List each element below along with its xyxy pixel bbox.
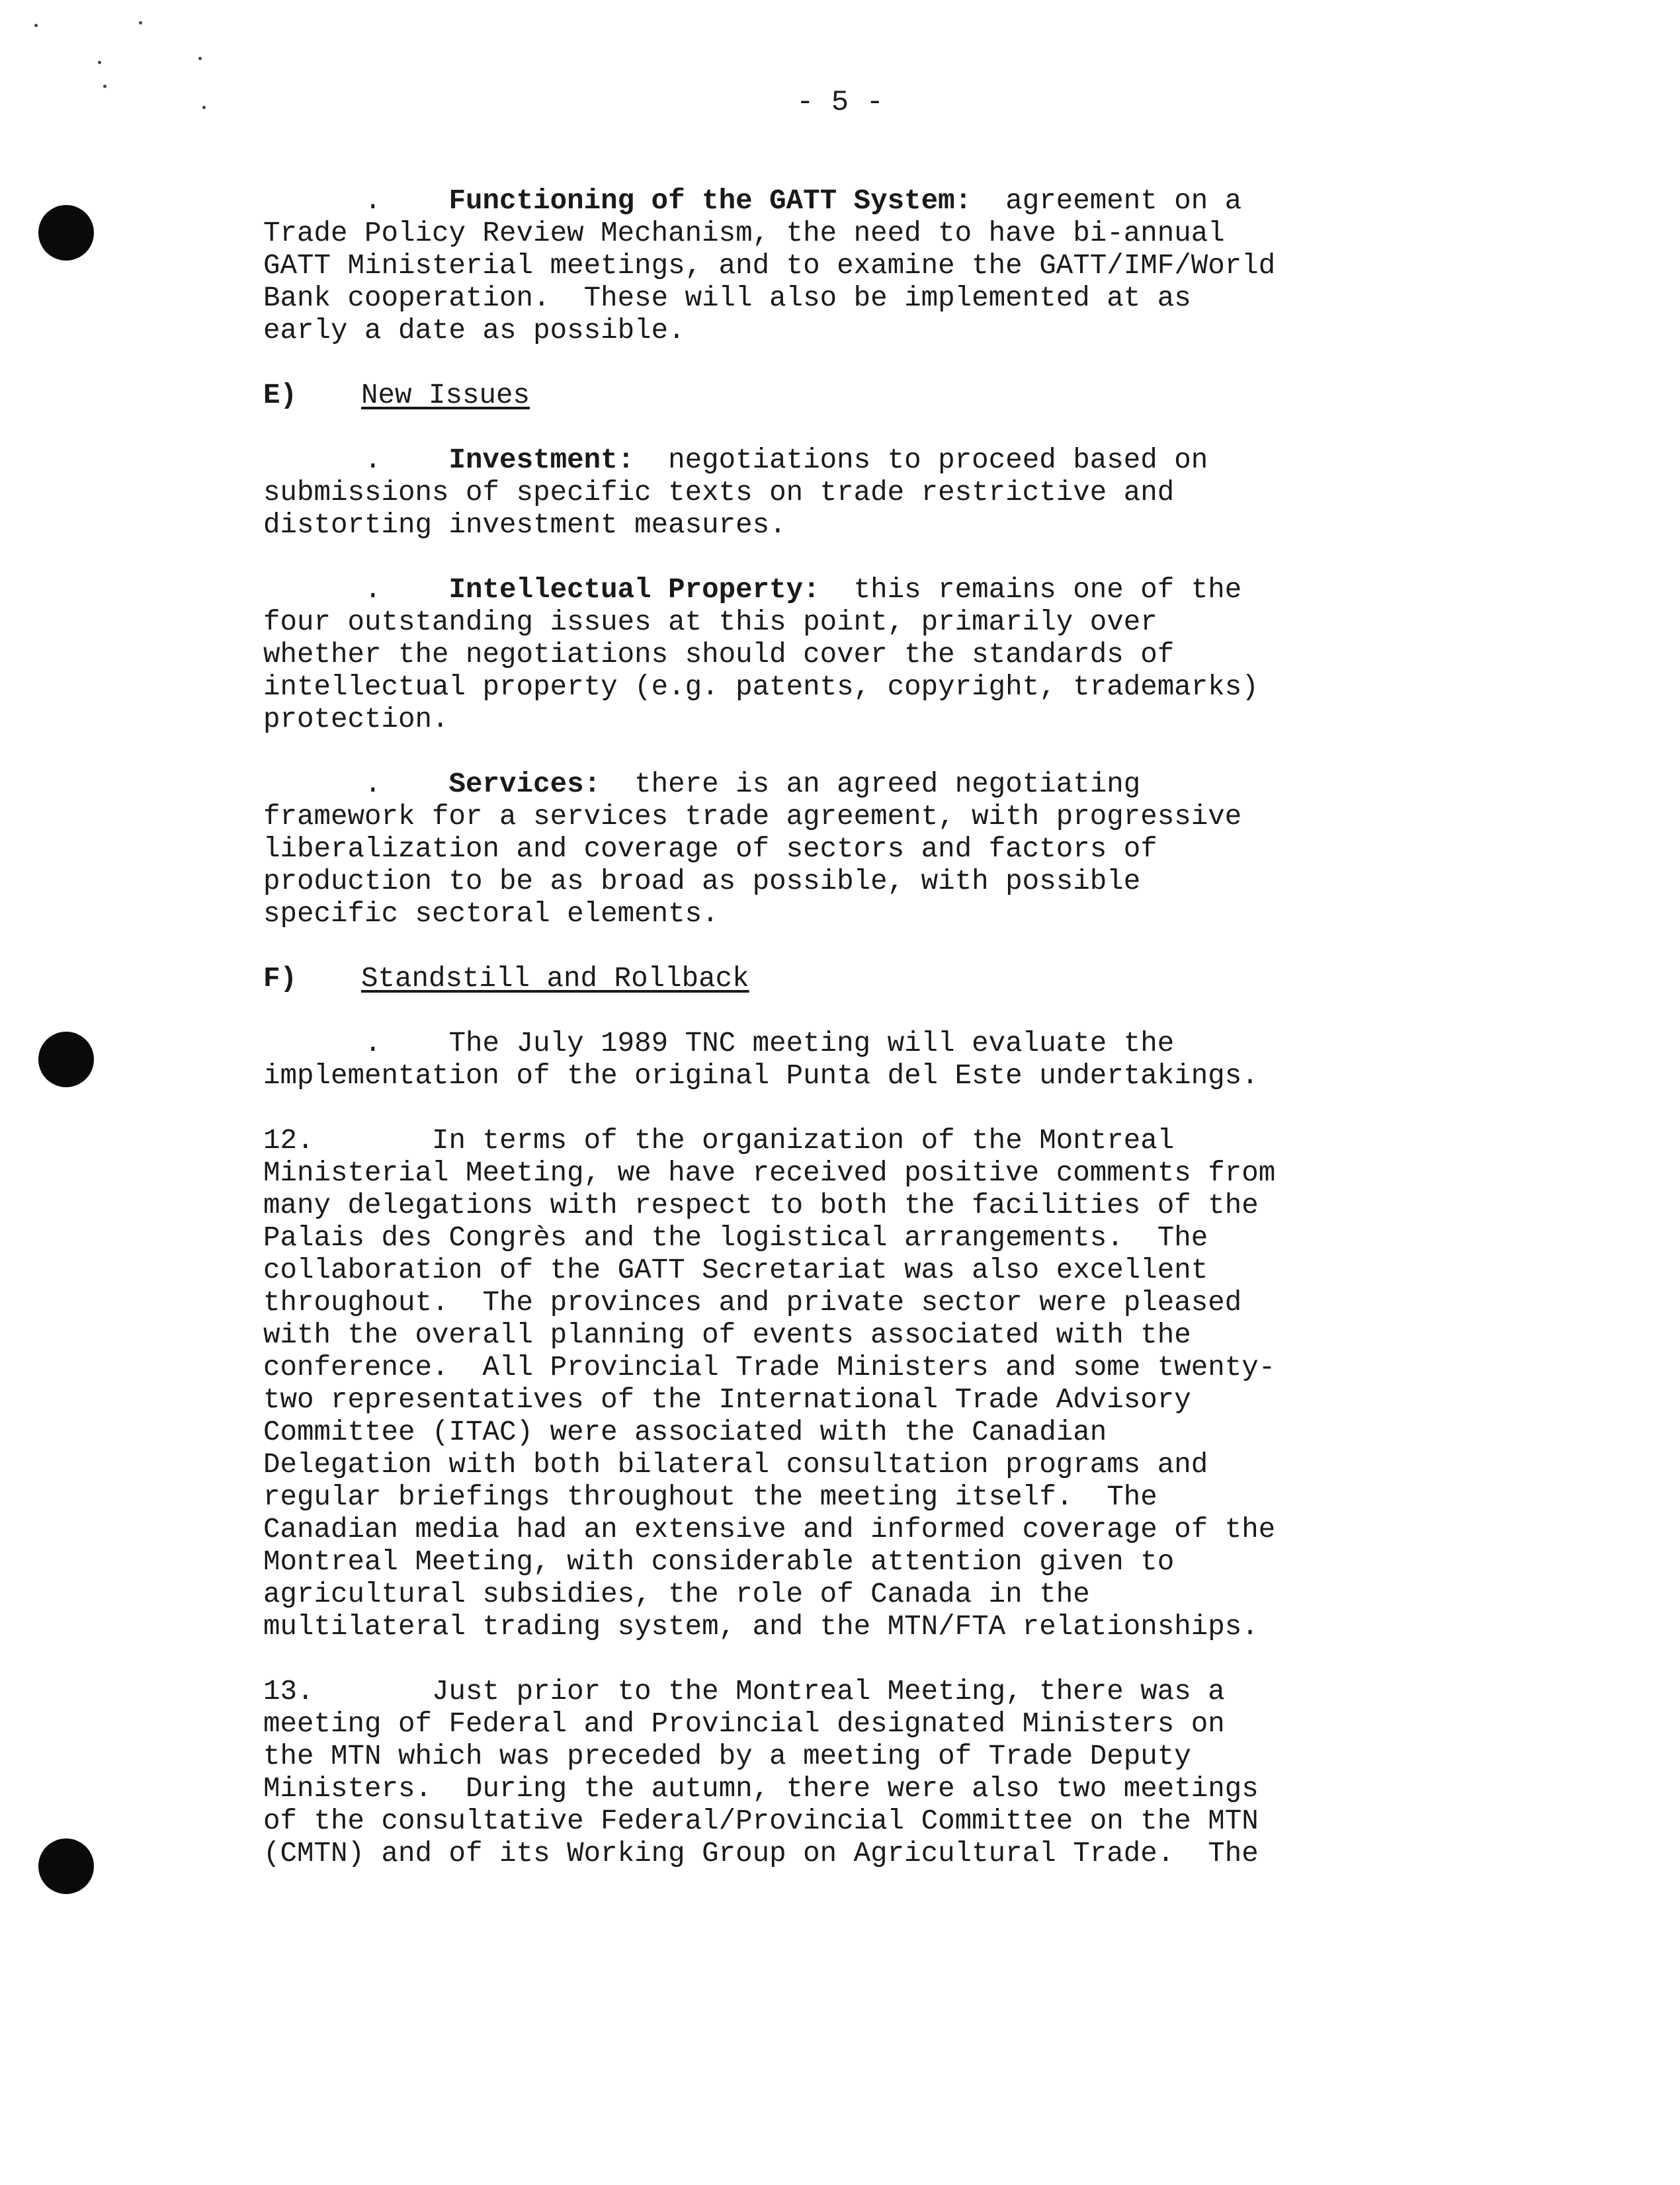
- bullet-lead: Investment:: [448, 444, 635, 476]
- bullet-lead: Functioning of the GATT System:: [448, 185, 972, 217]
- section-title: Standstill and Rollback: [361, 963, 749, 995]
- text-line: collaboration of the GATT Secretariat was also excellent: [263, 1255, 1208, 1286]
- text-line: Bank cooperation. These will also be implemented at as: [263, 282, 1191, 314]
- text-line: of the consultative Federal/Provincial Committee on the MTN: [263, 1805, 1259, 1837]
- text-line: Canadian media had an extensive and informed coverage of the: [263, 1514, 1276, 1546]
- paragraph-number: 13.: [263, 1676, 314, 1708]
- text-line: Palais des Congrès and the logistical arrangements. The: [263, 1222, 1208, 1254]
- page-number: - 5 -: [796, 86, 884, 119]
- section-heading-f: F) Standstill and Rollback: [263, 963, 749, 995]
- bullet-first-line: . Investment: negotiations to proceed based on: [263, 444, 1208, 476]
- text-line: conference. All Provincial Trade Ministers and some twenty-: [263, 1352, 1276, 1383]
- text-line: agricultural subsidies, the role of Canada in the: [263, 1579, 1090, 1610]
- text-line: production to be as broad as possible, with possible: [263, 866, 1141, 897]
- bullet-intellectual-property: [263, 574, 1507, 736]
- text-line: Committee (ITAC) were associated with the Canadian: [263, 1417, 1107, 1448]
- text-line: liberalization and coverage of sectors and factors of: [263, 833, 1157, 865]
- bullet-standstill: [263, 1028, 1507, 1092]
- text-line: specific sectoral elements.: [263, 898, 719, 930]
- text-line: Ministerial Meeting, we have received positive comments from: [263, 1157, 1276, 1189]
- text-line: regular briefings throughout the meeting itself. The: [263, 1481, 1157, 1513]
- bullet-gatt-system: [263, 185, 1507, 347]
- bullet-first-line: . Functioning of the GATT System: agreement on a: [263, 185, 1242, 217]
- text-line: Ministers. During the autumn, there were also two meetings: [263, 1773, 1259, 1805]
- bullet-services: [263, 768, 1507, 930]
- scan-speck: [98, 61, 101, 64]
- text-line: distorting investment measures.: [263, 509, 786, 541]
- paragraph-13: [263, 1676, 1507, 1870]
- text-line: meeting of Federal and Provincial designated Ministers on: [263, 1708, 1225, 1740]
- text-line: with the overall planning of events associated with the: [263, 1319, 1191, 1351]
- text-line: submissions of specific texts on trade restrictive and: [263, 477, 1175, 509]
- text-line: early a date as possible.: [263, 315, 685, 347]
- punch-hole-middle: [38, 1032, 94, 1087]
- bullet-lead: Services:: [448, 768, 601, 800]
- text-line: protection.: [263, 704, 449, 735]
- text-line: four outstanding issues at this point, primarily over: [263, 606, 1157, 638]
- paragraph-12: [263, 1125, 1507, 1643]
- text-line: many delegations with respect to both the facilities of the: [263, 1190, 1259, 1221]
- bullet-first-line: . Intellectual Property: this remains one of the: [263, 574, 1242, 606]
- section-title: New Issues: [361, 380, 530, 411]
- text-line: framework for a services trade agreement, with progressive: [263, 801, 1242, 833]
- text-line: (CMTN) and of its Working Group on Agricultural Trade. The: [263, 1838, 1259, 1870]
- text-line: two representatives of the International Trade Advisory: [263, 1384, 1191, 1416]
- text-line: throughout. The provinces and private sector were pleased: [263, 1287, 1242, 1319]
- bullet-first-line: . The July 1989 TNC meeting will evaluate the: [263, 1028, 1175, 1059]
- punch-hole-bottom: [38, 1838, 94, 1894]
- paragraph-first-line: 12. In terms of the organization of the Montreal: [263, 1125, 1175, 1157]
- document-body: [263, 185, 1507, 1870]
- bullet-investment: [263, 444, 1507, 542]
- text-line: GATT Ministerial meetings, and to examine the GATT/IMF/World: [263, 250, 1276, 282]
- text-line: multilateral trading system, and the MTN/FTA relationships.: [263, 1611, 1259, 1643]
- text-line: whether the negotiations should cover the standards of: [263, 639, 1175, 671]
- text-line: the MTN which was preceded by a meeting of Trade Deputy: [263, 1741, 1191, 1772]
- punch-hole-top: [38, 205, 94, 261]
- text-line: Montreal Meeting, with considerable attention given to: [263, 1546, 1175, 1578]
- text-line: implementation of the original Punta del Este undertakings.: [263, 1060, 1259, 1092]
- text-line: intellectual property (e.g. patents, copyright, trademarks): [263, 671, 1259, 703]
- paragraph-first-line: 13. Just prior to the Montreal Meeting, there was a: [263, 1676, 1225, 1708]
- bullet-lead: Intellectual Property:: [448, 574, 820, 606]
- bullet-first-line: . Services: there is an agreed negotiating: [263, 768, 1141, 800]
- text-line: Delegation with both bilateral consultation programs and: [263, 1449, 1208, 1481]
- text-line: Trade Policy Review Mechanism, the need to have bi-annual: [263, 218, 1225, 249]
- scan-speck: [34, 24, 38, 27]
- paragraph-number: 12.: [263, 1125, 314, 1157]
- scan-speck: [139, 21, 142, 24]
- scan-speck: [198, 57, 202, 60]
- section-heading-e: E) New Issues: [263, 380, 530, 411]
